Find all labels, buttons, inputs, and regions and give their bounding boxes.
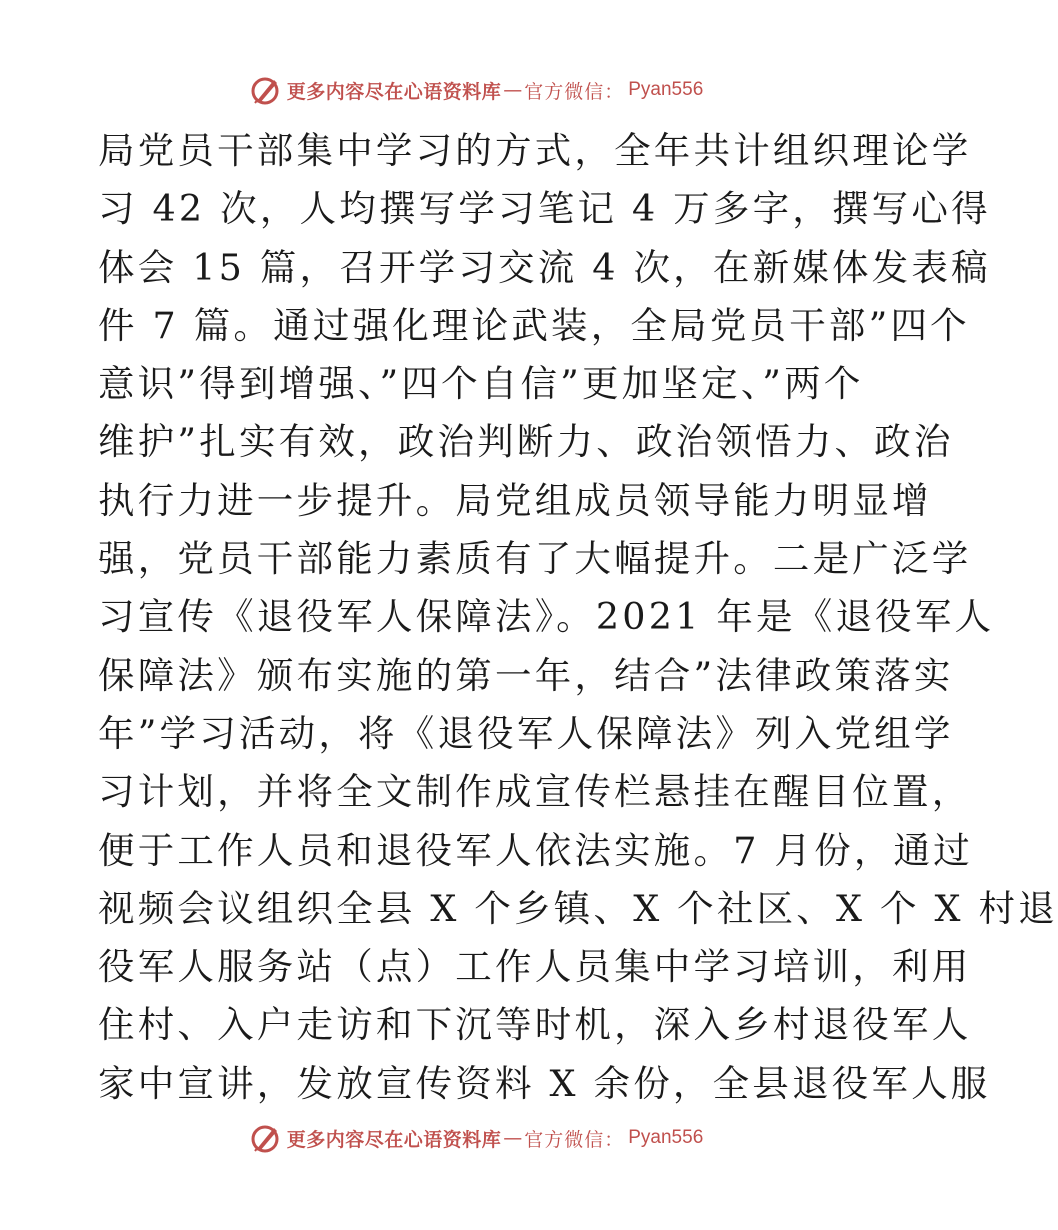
header-watermark <box>0 70 950 110</box>
body-line: 役军人服务站（点）工作人员集中学习培训，利用 <box>98 945 972 989</box>
quill-logo-icon <box>247 1120 283 1156</box>
body-line: 习宣传《退役军人保障法》。2021 年是《退役军人 <box>98 595 995 639</box>
footer-watermark <box>0 1118 950 1158</box>
body-line: 强，党员干部能力素质有了大幅提升。二是广泛学 <box>98 537 972 581</box>
watermark-main-text: 更多内容尽在心语资料库 <box>286 1128 502 1151</box>
body-line: 家中宣讲，发放宣传资料 X 余份，全县退役军人服 <box>98 1061 991 1105</box>
watermark-separator: — <box>503 1127 523 1149</box>
body-line: 保障法》颁布实施的第一年，结合”法律政策落实 <box>98 653 954 697</box>
body-line: 局党员干部集中学习的方式，全年共计组织理论学 <box>98 129 972 172</box>
body-line: 维护”扎实有效，政治判断力、政治领悟力、政治 <box>98 420 954 464</box>
body-line: 视频会议组织全县 X 个乡镇、X 个社区、X 个 X 村退 <box>98 886 1058 930</box>
watermark-id: Pyan556 <box>628 79 704 100</box>
watermark-main-text: 更多内容尽在心语资料库 <box>286 80 502 103</box>
quill-logo-icon <box>247 72 283 108</box>
body-line: 件 7 篇。通过强化理论武装，全局党员干部”四个 <box>98 303 970 347</box>
body-line: 习 42 次，人均撰写学习笔记 4 万多字，撰写心得 <box>98 187 991 231</box>
body-line: 意识”得到增强、”四个自信”更加坚定、”两个 <box>98 362 864 406</box>
body-line: 住村、入户走访和下沉等时机，深入乡村退役军人 <box>98 1003 972 1047</box>
body-line: 执行力进一步提升。局党组成员领导能力明显增 <box>98 478 932 522</box>
document-body <box>98 122 1058 1113</box>
body-line: 便于工作人员和退役军人依法实施。7 月份，通过 <box>98 828 973 872</box>
watermark-separator: — <box>503 79 523 101</box>
body-line: 年”学习活动，将《退役军人保障法》列入党组学 <box>98 711 954 755</box>
watermark-label: 官方微信： <box>524 1128 625 1151</box>
watermark-label: 官方微信： <box>524 80 625 103</box>
body-line: 体会 15 篇，召开学习交流 4 次，在新媒体发表稿 <box>98 245 991 289</box>
body-line: 习计划，并将全文制作成宣传栏悬挂在醒目位置， <box>98 770 972 814</box>
watermark-id: Pyan556 <box>628 1127 704 1148</box>
